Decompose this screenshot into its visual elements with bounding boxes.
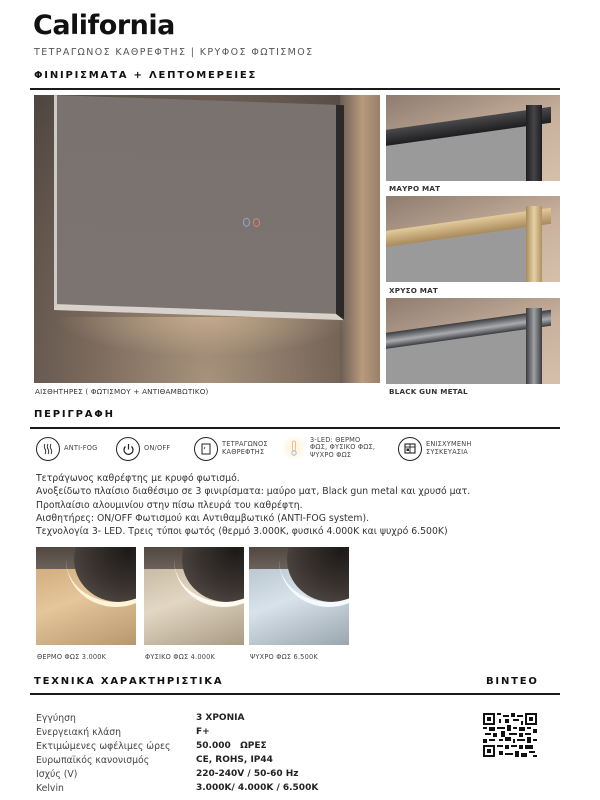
description-line: Αισθητήρες: ON/OFF Φωτισμού και Αντιθαμβωτικό (ANTI-FOG system). — [36, 512, 370, 524]
description-heading: ΠΕΡΙΓΡΑΦΗ — [34, 409, 115, 420]
spec-row: Ευρωπαϊκός κανονισμός CE, ROHS, IP44 — [36, 755, 273, 766]
spec-row: Ενεργειακή κλάση F+ — [36, 727, 210, 738]
description-line: Ανοξείδωτο πλαίσιο διαθέσιμο σε 3 φινιρίσματα: μαύρο ματ, Black gun metal και χρυσό ματ. — [36, 486, 471, 498]
product-title: California — [33, 10, 175, 41]
specs-heading: ΤΕΧΝΙΚΑ ΧΑΡΑΚΤΗΡΙΣΤΙΚΑ — [34, 676, 224, 687]
swatch-label: BLACK GUN METAL — [389, 387, 468, 396]
description-line: Τεχνολογία 3- LED. Τρεις τύποι φωτός (θερμό 3.000K, φυσικό 4.000K και ψυχρό 6.500K) — [36, 526, 448, 538]
feature-3-led: 3-LED: ΘΕΡΜΟ ΦΩΣ, ΦΥΣΙΚΟ ΦΩΣ, ΨΥΧΡΟ ΦΩΣ — [282, 436, 375, 460]
swatch-black-gun-metal — [386, 298, 560, 384]
main-mirror-image — [34, 95, 380, 383]
product-subtitle: ΤΕΤΡΑΓΩΝΟΣ ΚΑΘΡΕΦΤΗΣ | ΚΡΥΦΟΣ ΦΩΤΙΣΜΟΣ — [34, 47, 314, 58]
spec-row: Kelvin 3.000K/ 4.000K / 6.500K — [36, 783, 319, 794]
swatch-label: ΧΡΥΣΟ ΜΑΤ — [389, 286, 438, 295]
main-image-caption: ΑΙΣΘΗΤΗΡΕΣ ( ΦΩΤΙΣΜΟΥ + ΑΝΤΙΘΑΜΒΩΤΙΚΟ) — [35, 387, 209, 396]
natural-light-label: ΦΥΣΙΚΟ ΦΩΣ 4.000K — [145, 653, 216, 661]
video-heading: ΒΙΝΤΕΟ — [486, 676, 539, 687]
swatch-black-matte — [386, 95, 560, 181]
spec-row: Εγγύηση 3 ΧΡΟΝΙΑ — [36, 713, 245, 724]
feature-reinforced-packaging: ΕΝΙΣΧΥΜΕΝΗ ΣΥΣΚΕΥΑΣΙΑ — [398, 437, 472, 461]
warm-light-label: ΘΕΡΜΟ ΦΩΣ 3.000K — [37, 653, 107, 661]
description-text — [36, 472, 470, 538]
warm-light-image — [36, 547, 136, 645]
thermometer-icon — [282, 436, 306, 460]
finishes-heading: ΦΙΝΙΡΙΣΜΑΤΑ + ΛΕΠΤΟΜΕΡΕΙΕΣ — [34, 70, 258, 81]
feature-anti-fog: ANTI-FOG — [36, 437, 98, 461]
natural-light-image — [144, 547, 244, 645]
reinforced-package-icon — [398, 437, 422, 461]
mirror-surface — [54, 95, 344, 320]
anti-fog-icon — [36, 437, 60, 461]
spec-row: Εκτιμώμενες ωφέλιμες ώρες 50.000 ΩΡΕΣ — [36, 741, 267, 752]
swatch-gold-matte — [386, 196, 560, 282]
divider — [30, 88, 560, 90]
divider — [30, 693, 560, 695]
feature-on-off: ON/OFF — [116, 437, 170, 461]
square-mirror-icon — [194, 437, 218, 461]
fog-sensor-icon — [243, 218, 250, 227]
cool-light-image — [249, 547, 349, 645]
backlight-glow — [54, 317, 354, 357]
feature-square-mirror: ΤΕΤΡΑΓΩΝΟΣ ΚΑΘΡΕΦΤΗΣ — [194, 437, 268, 461]
divider — [30, 427, 560, 429]
cool-light-label: ΨΥΧΡΟ ΦΩΣ 6.500K — [250, 653, 318, 661]
spec-row: Ισχύς (V) 220-240V / 50-60 Hz — [36, 769, 299, 780]
swatch-label: ΜΑΥΡΟ ΜΑΤ — [389, 184, 441, 193]
description-line: Τετράγωνος καθρέφτης με κρυφό φωτισμό. — [36, 473, 240, 484]
power-icon — [116, 437, 140, 461]
description-line: Προπλαίσιο αλουμινίου στην πίσω πλευρά του καθρέφτη. — [36, 499, 303, 511]
video-qr-code[interactable] — [483, 713, 537, 757]
light-sensor-icon — [253, 218, 260, 227]
